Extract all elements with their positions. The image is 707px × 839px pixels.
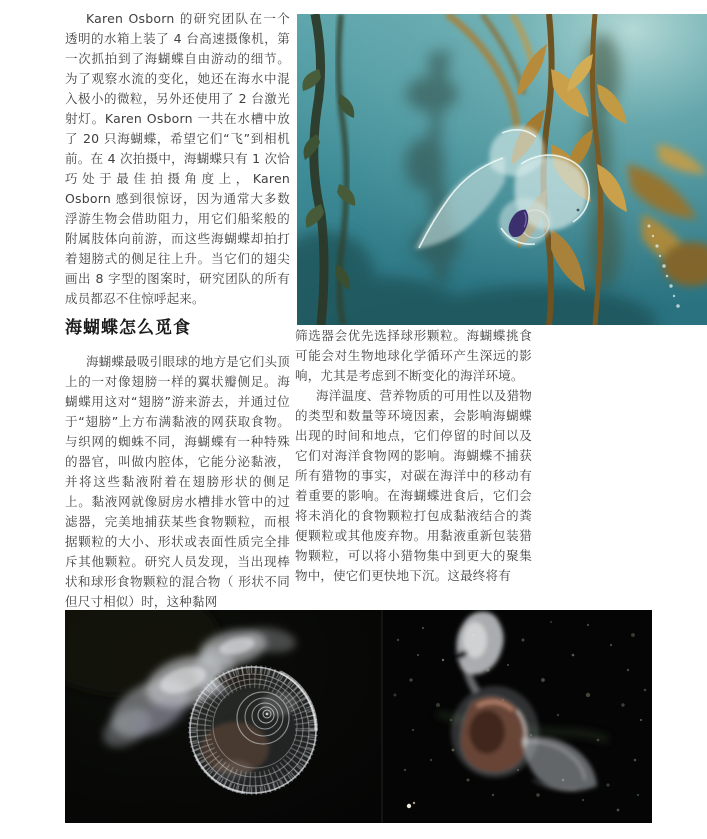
feeding-paragraph-continuation: 筛选器会优先选择球形颗粒。海蝴蝶挑食可能会对生物地球化学循环产生深远的影响，尤其是考虑到不断变化的海洋环境。 (295, 328, 532, 383)
shelled-pteropod-illustration (65, 610, 381, 823)
shell-body (451, 686, 539, 778)
bright-particle (407, 804, 411, 808)
environment-paragraph: 海洋温度、营养物质的可用性以及猎物的类型和数量等环境因素，会影响海蝴蝶出现的时间和地点，它们停留的时间以及它们对海洋食物网的影响。海蝴蝶不捕获所有猎物的事实，对碳在海洋中的移动有着重要的影响。在海蝴蝶进食后，它们会将未消化的食物颗粒打包成黏液结合的粪便颗粒或其他废弃物。用黏液重新包装猎物颗粒，可以将小猎物集中到更大的聚集物中，使它们更快地下沉。这最终将有 (295, 388, 532, 583)
spiral-shell (189, 666, 317, 794)
swimming-pteropod-photo (381, 610, 652, 823)
section-heading: 海蝴蝶怎么觅食 (65, 318, 191, 338)
intro-paragraph: Karen Osborn 的研究团队在一个透明的水箱上装了 4 台高速摄像机，第一次抓拍到了海蝴蝶自由游动的细节。为了观察水流的变化，她还在海水中混入极小的微粒，另外还使用了 2 台激光射灯。Karen Osborn 一共在水槽中放了 20 只海蝴蝶，希望它们“飞”到相机前。在 4 次拍摄中，海蝴蝶只有 1 次恰巧处于最佳拍摄角度上，Karen Osborn 感到很惊讶，因为通常大多数浮游生物会借助阻力，用它们船桨般的附属肢体向前游，而这些海蝴蝶却拍打着翅膀式的侧足往上升。当它们的翅尖画出 8 字型的图案时，研究团队的所有成员都忍不住惊呼起来。 (65, 11, 290, 306)
kelp-forest-illustration (297, 14, 707, 325)
right-text-column (295, 326, 532, 586)
swimming-pteropod-illustration (383, 610, 652, 823)
kelp-forest-photo (297, 14, 707, 325)
shelled-pteropod-photo (65, 610, 381, 823)
feeding-paragraph-left: 海蝴蝶最吸引眼球的地方是它们头顶上的一对像翅膀一样的翼状瓣侧足。海蝴蝶用这对“翅膀”游来游去，并通过位于“翅膀”上方布满黏液的网获取食物。与织网的蜘蛛不同，海蝴蝶有一种特殊的器官，叫做内腔体，它能分泌黏液，并将这些黏液附着在翅膀形状的侧足上。黏液网就像厨房水槽排水管中的过滤器，完美地捕获某些食物颗粒，而根据颗粒的大小、形状或表面性质完全排斥其他颗粒。研究人员发现，当出现棒状和球形食物颗粒的混合物（ 形状不同但尺寸相似）时，这种黏网 (65, 354, 290, 609)
